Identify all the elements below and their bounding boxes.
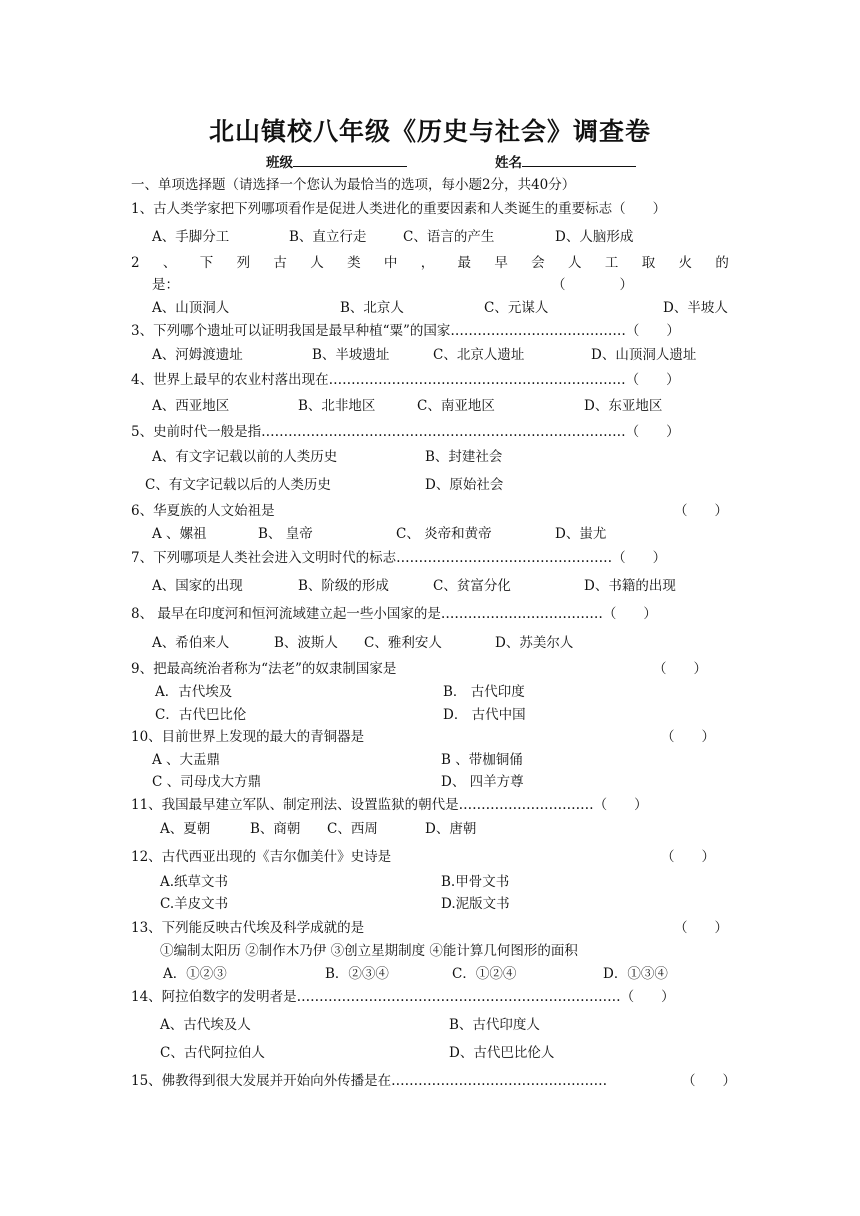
option: C.羊皮文书 [160,896,229,912]
option: C、南亚地区 [417,398,495,414]
page-title: 北山镇校八年级《历史与社会》调查卷 [208,117,651,146]
option: A.纸草文书 [160,874,229,890]
option: D、山顶洞人遗址 [591,347,697,363]
option: D、苏美尔人 [495,635,574,651]
option: B、古代印度人 [449,1017,540,1033]
option: D.泥版文书 [441,896,510,912]
option: C、古代阿拉伯人 [160,1045,265,1061]
question-stem: 1、古人类学家把下列哪项看作是促进人类进化的重要因素和人类诞生的重要标志（ ） [131,201,667,217]
name-label: 姓名 [495,155,522,171]
question-stem: 2 、 下 列 古 人 类 中 ， 最 早 会 人 工 取 火 的 [131,255,729,271]
option: A．①②③ [163,966,227,982]
class-blank [293,152,407,167]
option: C、语言的产生 [403,229,495,245]
option: D、 四羊方尊 [441,774,524,790]
option: A、手脚分工 [152,229,230,245]
option: B、北京人 [340,300,404,316]
option: D、东亚地区 [584,398,663,414]
name-blank [522,152,636,167]
question-stem-tail: 是： [152,277,179,293]
question-stem: 15、佛教得到很大发展并开始向外传播是在………………………………………… [131,1073,608,1089]
option: D、古代巴比伦人 [449,1045,555,1061]
option: A、山顶洞人 [152,300,230,316]
option: A 、大盂鼎 [152,752,221,768]
option: D． 古代中国 [443,707,526,723]
option: D、蚩尤 [555,526,607,542]
question-stem: 3、下列哪个遗址可以证明我国是最早种植“粟”的国家…………………………………（ ） [131,323,680,339]
option: B、北非地区 [298,398,376,414]
option: B． 古代印度 [443,684,525,700]
option: C、有文字记载以后的人类历史 [145,477,331,493]
option: C、北京人遗址 [433,347,525,363]
option: C 、司母戊大方鼎 [152,774,262,790]
option: C、贫富分化 [433,578,511,594]
option: B、直立行走 [289,229,367,245]
option: B.甲骨文书 [441,874,510,890]
question-statements: ①编制太阳历 ②制作木乃伊 ③创立星期制度 ④能计算几何图形的面积 [160,943,578,959]
option: B、半坡遗址 [312,347,390,363]
option: B 、带枷铜俑 [441,752,523,768]
answer-bracket: （ ） [682,1073,736,1089]
option: A、希伯来人 [152,635,230,651]
question-stem: 12、古代西亚出现的《吉尔伽美什》史诗是 [131,849,392,865]
option: A、有文字记载以前的人类历史 [152,449,338,465]
option: A．古代埃及 [155,684,233,700]
question-stem: 11、我国最早建立军队、制定刑法、设置监狱的朝代是…………………………（ ） [131,797,648,813]
option: D、书籍的出现 [584,578,676,594]
option: D．①③④ [603,966,668,982]
question-stem: 10、目前世界上发现的最大的青铜器是 [131,729,365,745]
option: B．②③④ [325,966,389,982]
option: C、 炎帝和黄帝 [396,526,492,542]
question-stem: 4、世界上最早的农业村落出现在…………………………………………………………（ ） [131,372,680,388]
option: A、西亚地区 [152,398,230,414]
question-stem: 9、把最高统治者称为“法老”的奴隶制国家是 [131,661,397,677]
answer-bracket: （ ） [661,849,715,865]
answer-bracket: （ ） [674,503,728,519]
answer-bracket: （ ） [661,729,715,745]
option: B、 皇帝 [258,526,313,542]
option: B、阶级的形成 [298,578,389,594]
question-stem: 5、史前时代一般是指………………………………………………………………………（ ） [131,424,680,440]
question-stem: 7、下列哪项是人类社会进入文明时代的标志…………………………………………（ ） [131,550,667,566]
option: B、商朝 [250,821,301,837]
option: C、雅利安人 [364,635,442,651]
class-field [266,152,407,172]
option: A、国家的出现 [152,578,243,594]
question-stem: 14、阿拉伯数字的发明者是………………………………………………………………（ ） [131,989,675,1005]
option: A、夏朝 [160,821,211,837]
option: D、唐朝 [425,821,477,837]
question-stem: 8、 最早在印度河和恒河流域建立起一些小国家的是………………………………（ ） [131,606,657,622]
option: A、河姆渡遗址 [152,347,243,363]
answer-bracket: （ ） [674,920,728,936]
option: C．古代巴比伦 [155,707,247,723]
option: C、元谋人 [484,300,549,316]
option: B、封建社会 [425,449,503,465]
option: A 、嫘祖 [152,526,207,542]
answer-bracket: （ ） [552,277,633,293]
option: B、波斯人 [274,635,338,651]
option: A、古代埃及人 [160,1017,251,1033]
name-field [495,152,636,172]
answer-bracket: （ ） [653,661,707,677]
option: D、半坡人 [663,300,728,316]
class-label: 班级 [266,155,293,171]
option: C、西周 [327,821,378,837]
question-stem: 6、华夏族的人文始祖是 [131,503,275,519]
section-heading: 一、单项选择题（请选择一个您认为最恰当的选项，每小题2分，共40分） [131,177,576,193]
option: D、原始社会 [425,477,504,493]
question-stem: 13、下列能反映古代埃及科学成就的是 [131,920,365,936]
option: C．①②④ [452,966,517,982]
option: D、人脑形成 [555,229,634,245]
